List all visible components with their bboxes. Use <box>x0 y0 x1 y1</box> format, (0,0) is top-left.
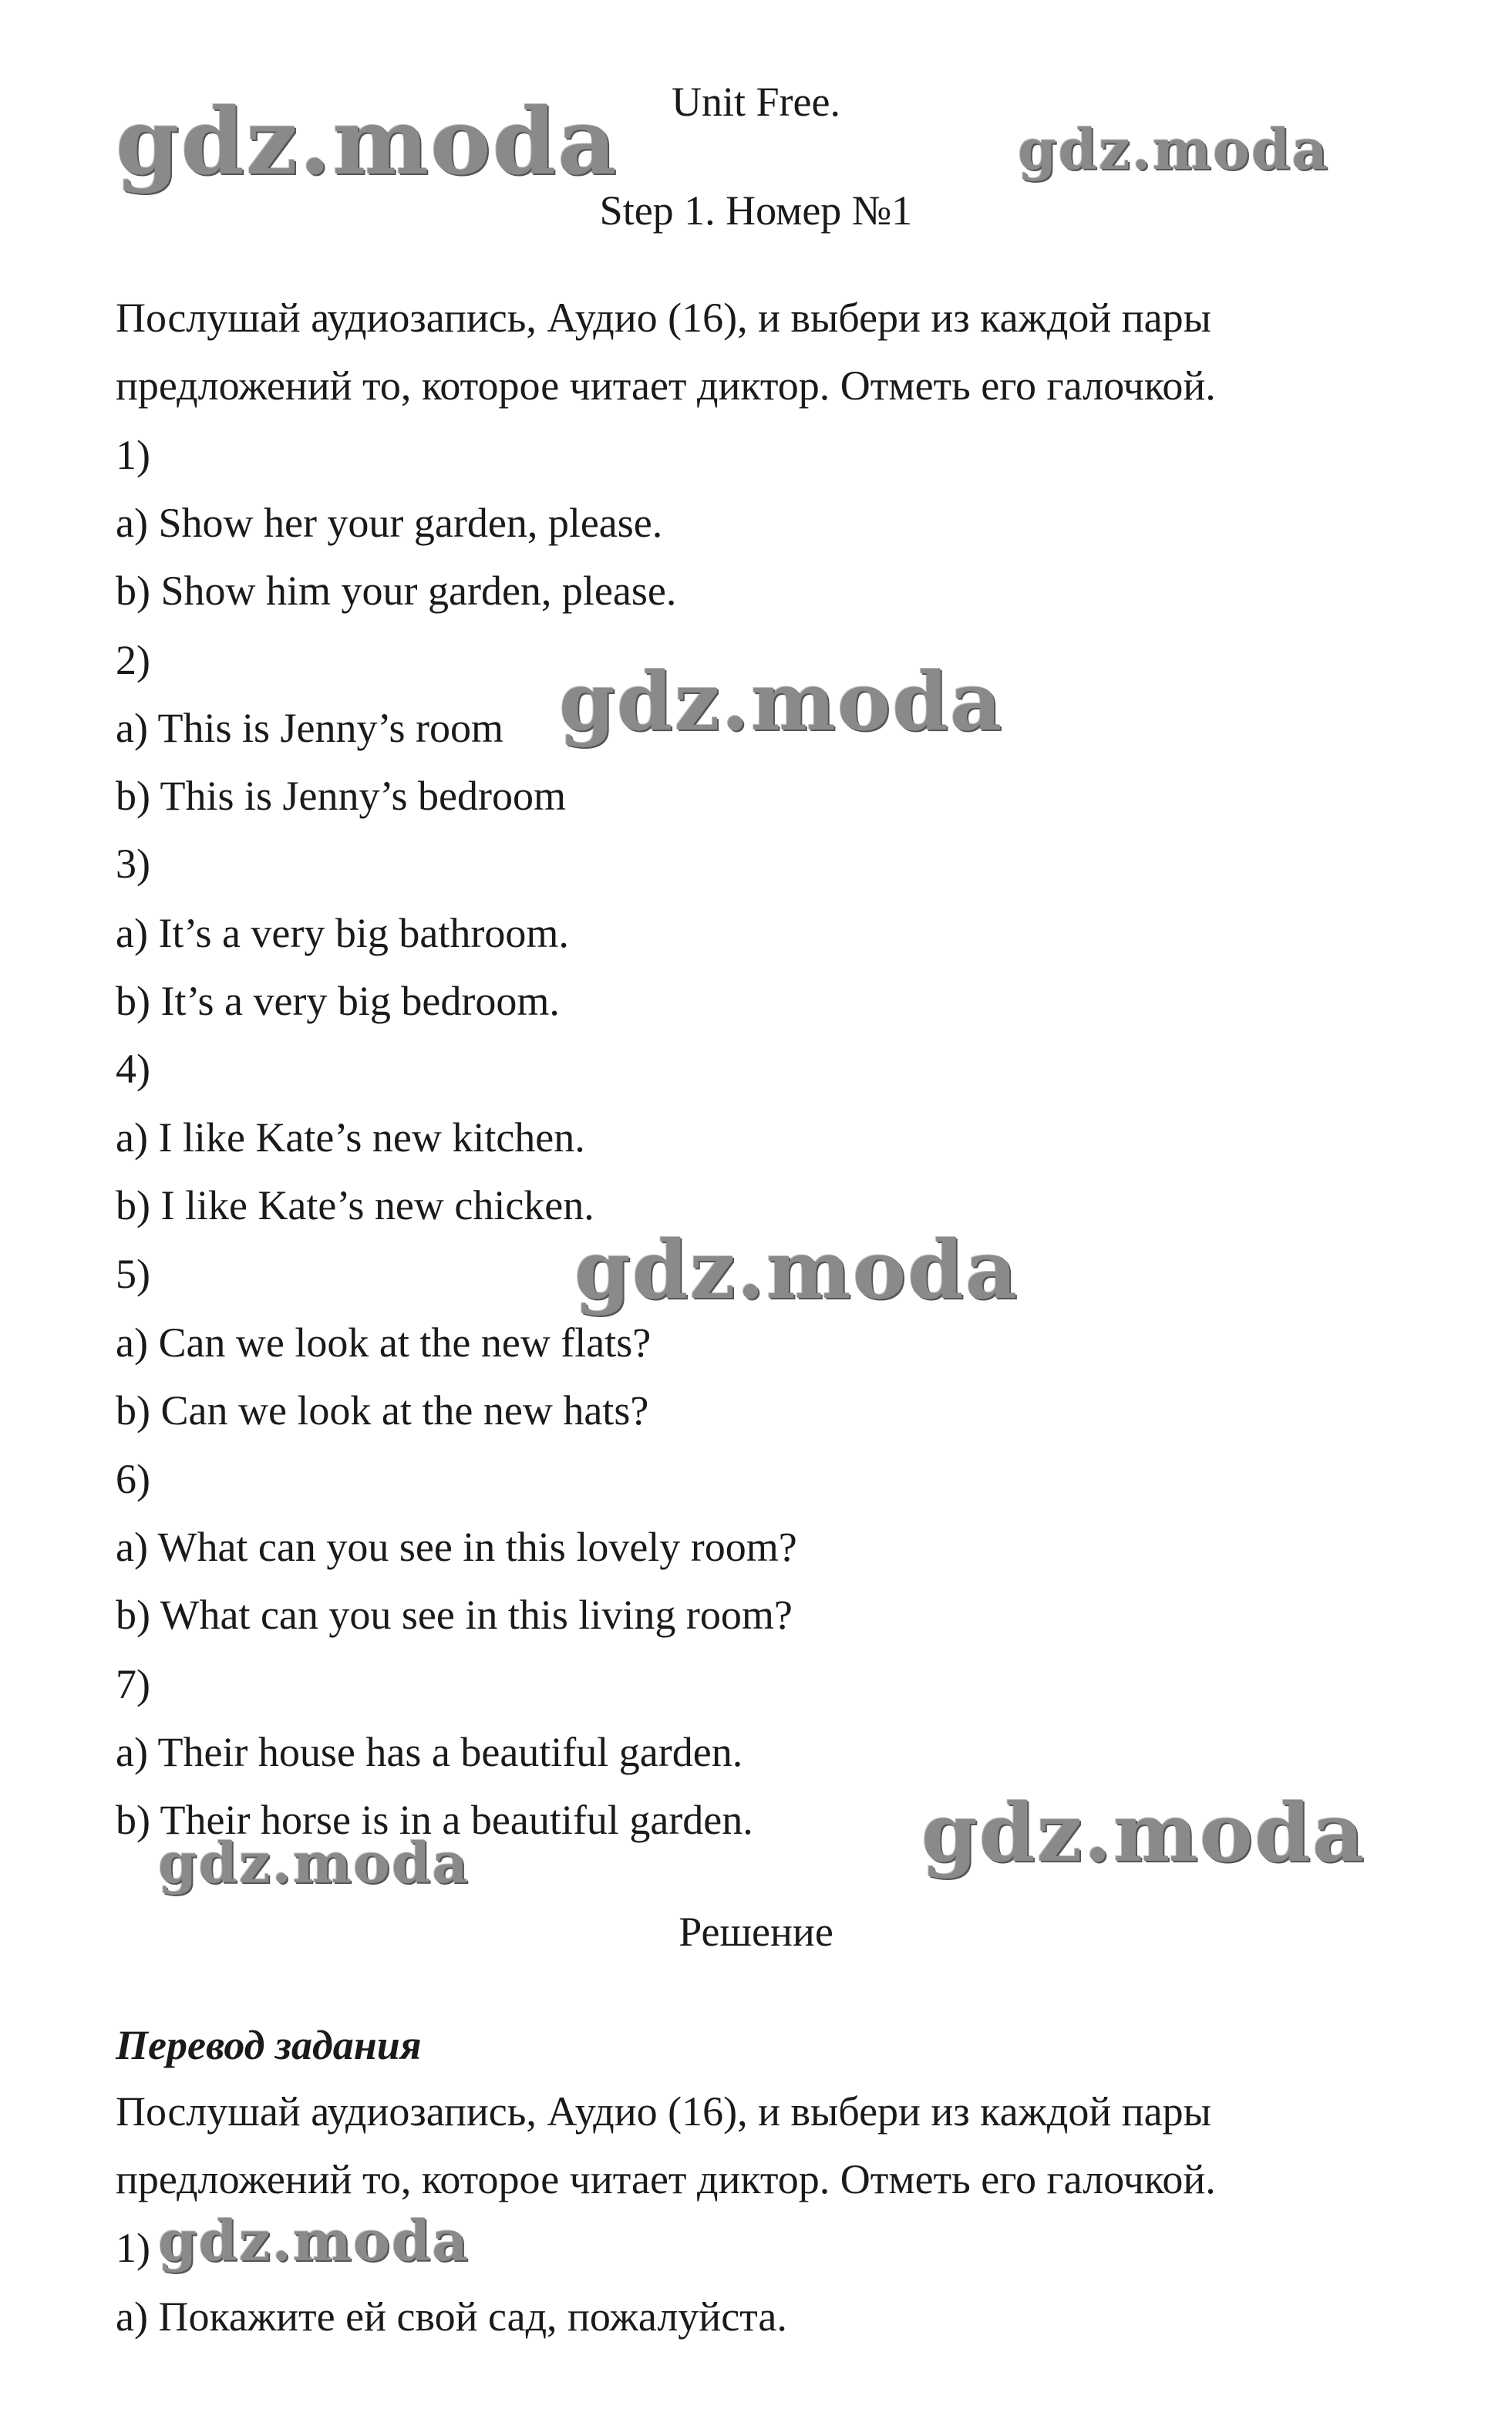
item-option-b: b) Their horse is in a beautiful garden. <box>116 1797 753 1843</box>
item-option-b: b) This is Jenny’s bedroom <box>116 773 566 819</box>
item-option-a: a) Their house has a beautiful garden. <box>116 1729 743 1775</box>
task-text-line: Послушай аудиозапись, Аудио (16), и выбери из каждой пары <box>116 295 1211 341</box>
item-option-a: a) Show her your garden, please. <box>116 500 663 546</box>
watermark: gdz.moda <box>574 1222 1019 1317</box>
watermark: gdz.moda <box>158 1830 470 1896</box>
watermark: gdz.moda <box>158 2208 470 2273</box>
translation-heading: Перевод задания <box>116 2022 422 2068</box>
item-option-a: a) This is Jenny’s room <box>116 705 503 751</box>
watermark: gdz.moda <box>921 1785 1366 1880</box>
unit-title: Unit Free. <box>672 79 840 125</box>
item-number: 1) <box>116 2225 150 2271</box>
item-number: 6) <box>116 1456 150 1502</box>
item-number: 7) <box>116 1661 150 1707</box>
task-text-line: предложений то, которое читает диктор. Отметь его галочкой. <box>116 362 1216 409</box>
watermark: gdz.moda <box>559 654 1004 749</box>
item-number: 5) <box>116 1251 150 1297</box>
item-option-b: b) I like Kate’s new chicken. <box>116 1182 594 1228</box>
item-option-a: a) Can we look at the new flats? <box>116 1319 652 1366</box>
item-option-a: a) It’s a very big bathroom. <box>116 910 569 956</box>
item-option-a: a) What can you see in this lovely room? <box>116 1524 797 1570</box>
item-option-b: b) Show him your garden, please. <box>116 568 677 614</box>
translation-item-option-a: а) Покажите ей свой сад, пожалуйста. <box>116 2293 787 2340</box>
item-number: 4) <box>116 1046 150 1092</box>
item-option-a: a) I like Kate’s new kitchen. <box>116 1114 585 1161</box>
watermark: gdz.moda <box>1018 116 1329 182</box>
translation-text-line: Послушай аудиозапись, Аудио (16), и выбери из каждой пары <box>116 2088 1211 2135</box>
item-option-b: b) Can we look at the new hats? <box>116 1387 649 1434</box>
item-number: 1) <box>116 432 150 478</box>
item-option-b: b) What can you see in this living room? <box>116 1592 793 1638</box>
item-option-b: b) It’s a very big bedroom. <box>116 978 560 1024</box>
translation-text-line: предложений то, которое читает диктор. Отметь его галочкой. <box>116 2156 1216 2202</box>
watermark: gdz.moda <box>116 88 618 195</box>
item-number: 2) <box>116 637 150 683</box>
solution-title: Решение <box>679 1909 833 1955</box>
item-number: 3) <box>116 841 150 887</box>
step-title: Step 1. Номер №1 <box>599 187 913 234</box>
